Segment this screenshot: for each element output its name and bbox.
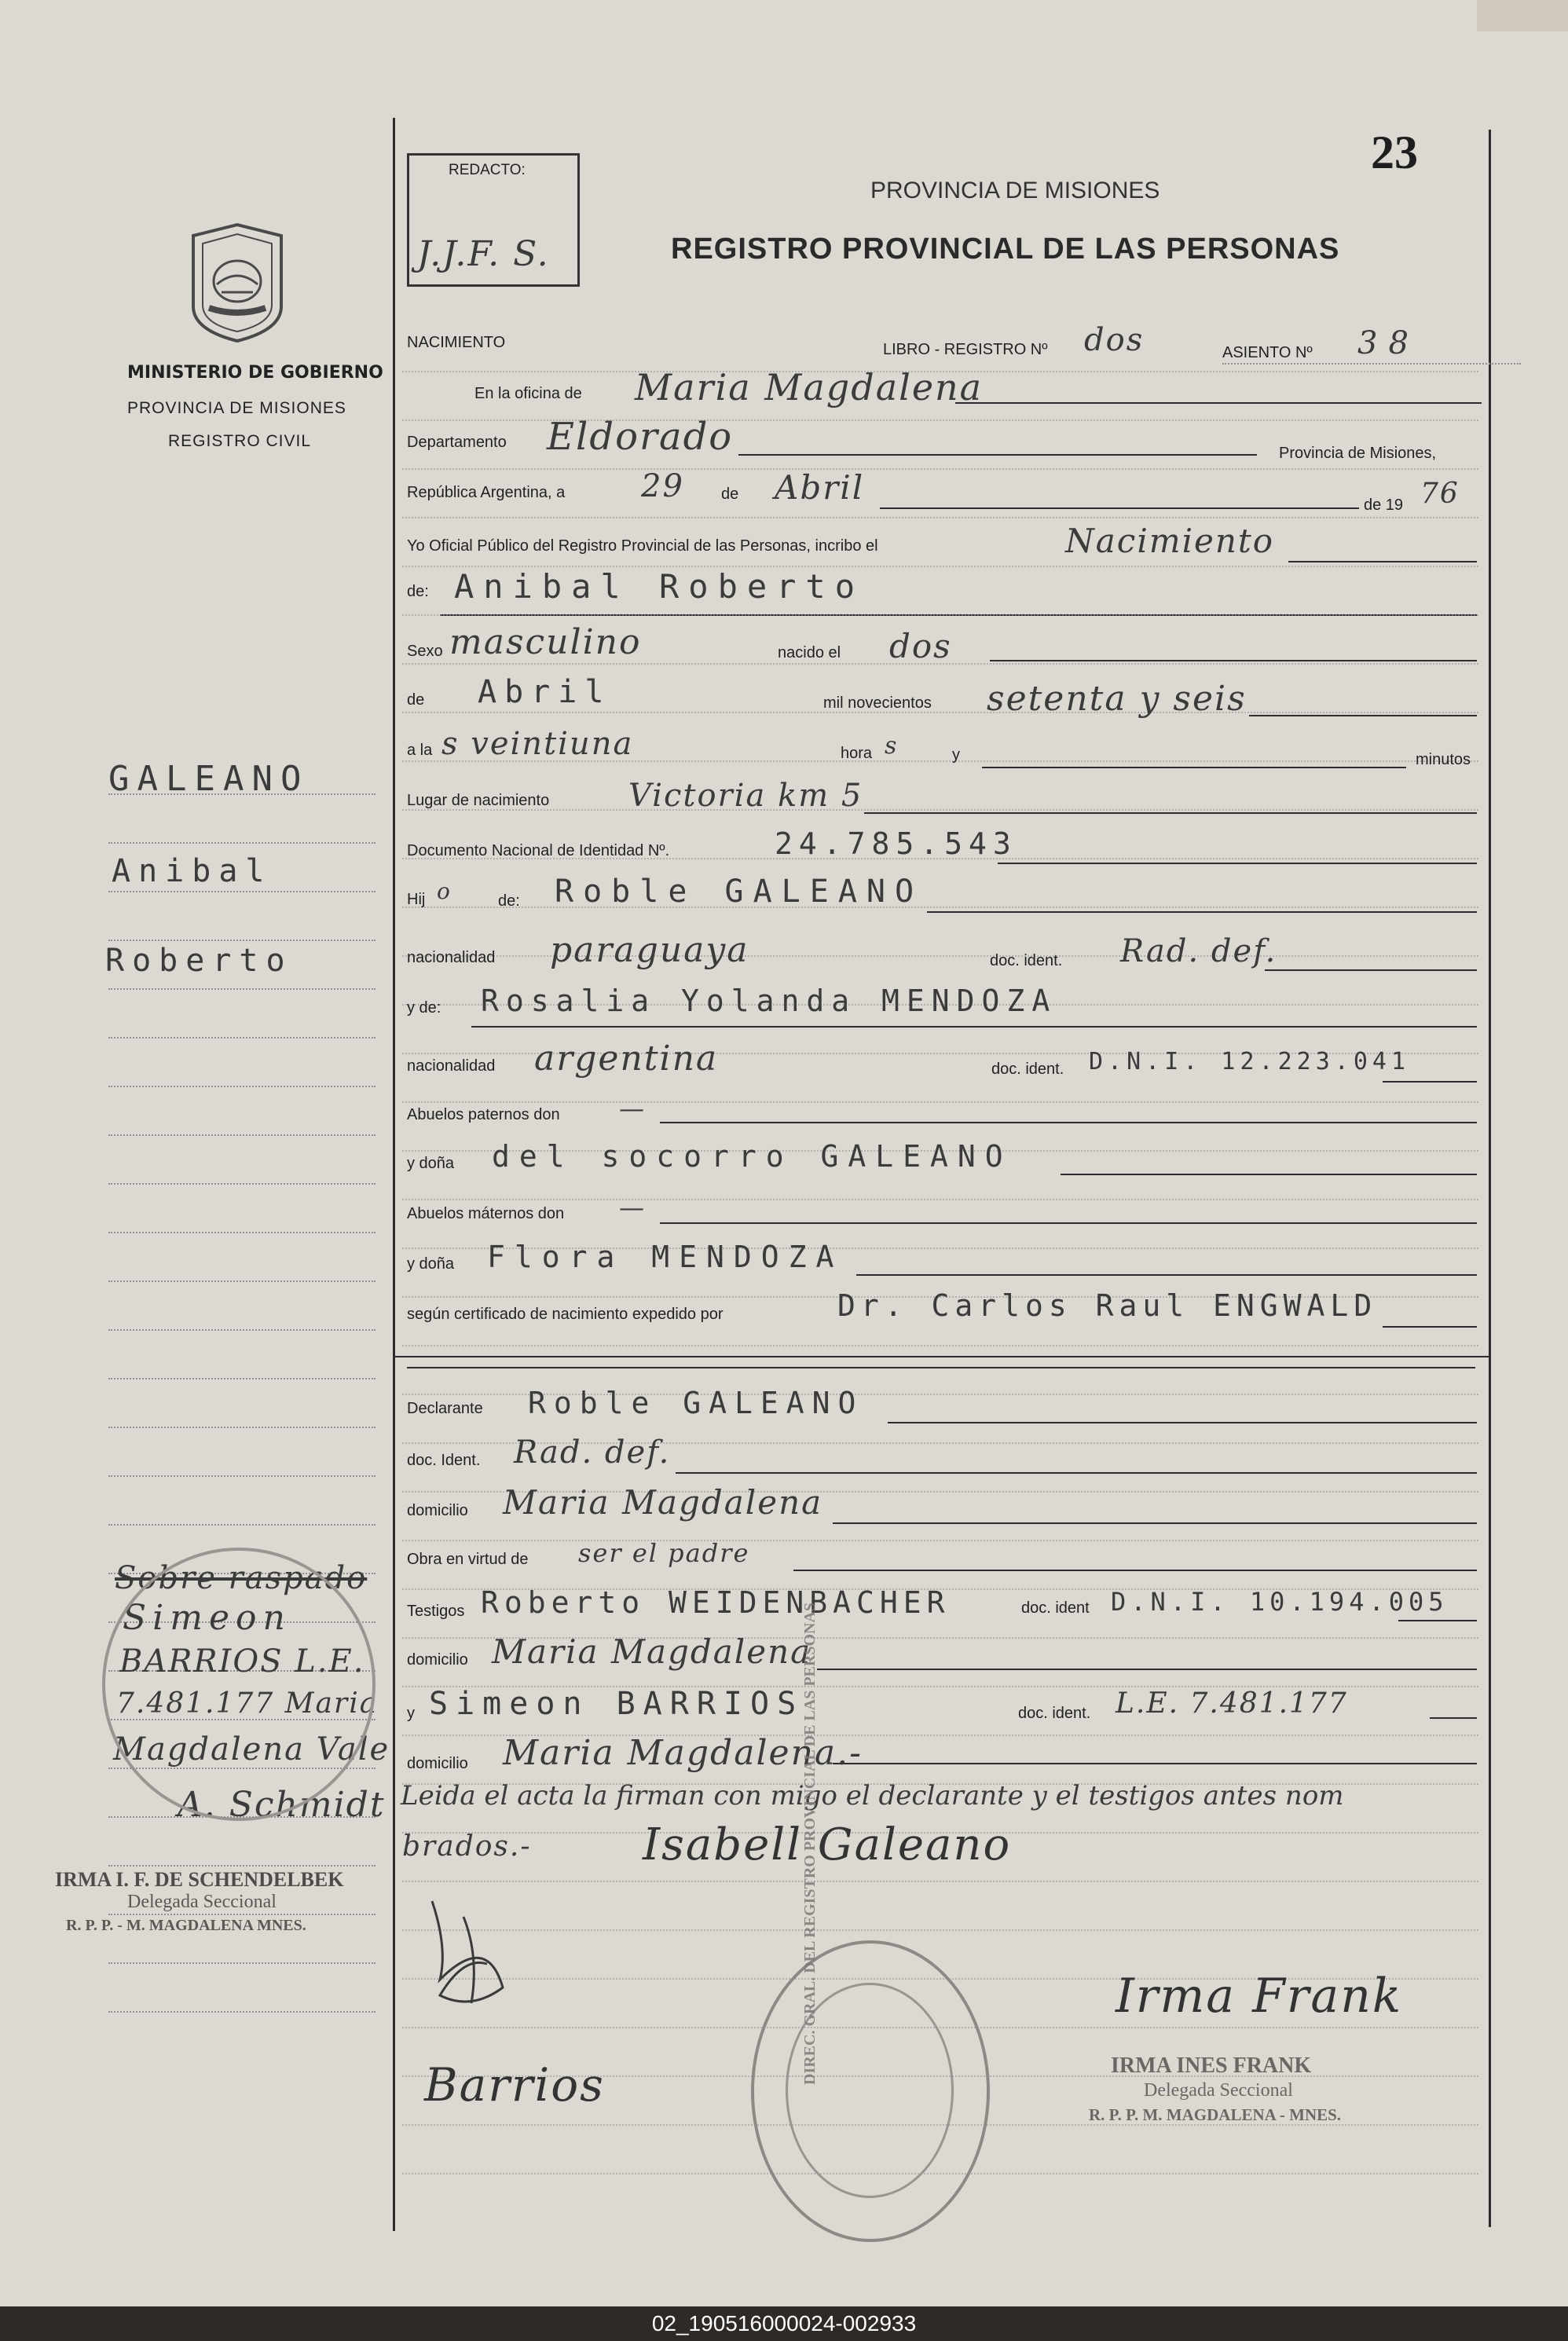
oficina-value: Maria Magdalena [635, 366, 984, 408]
form-dotted-rule [402, 1929, 1478, 1931]
de-label: de [721, 485, 739, 503]
lugar-label: Lugar de nacimiento [407, 792, 550, 809]
provincia-suffix: Provincia de Misiones, [1279, 445, 1437, 462]
oficina-label: En la oficina de [474, 385, 582, 402]
nacido-label: nacido el [778, 644, 841, 661]
testigo2-doc: L.E. 7.481.177 [1116, 1687, 1348, 1720]
right-signature: Irma Frank [1116, 1969, 1403, 2024]
margin-rule [108, 1183, 376, 1185]
y-dona-label-1: y doña [407, 1155, 455, 1172]
closing-line-1: Leida el acta la firman con migo el declarante y el testigos antes nom [401, 1780, 1344, 1812]
alas-label: a la [407, 742, 433, 759]
y2-label: y [407, 1705, 415, 1722]
form-rule [833, 1522, 1477, 1524]
form-rule [817, 1669, 1477, 1670]
margin-rule [108, 1865, 376, 1867]
form-rule [660, 1222, 1477, 1224]
form-rule [1430, 1717, 1477, 1719]
departamento-label: Departamento [407, 434, 507, 451]
libro-label: LIBRO - REGISTRO Nº [883, 341, 1048, 358]
hijo-label [407, 891, 425, 909]
form-rule [833, 1763, 1477, 1764]
doc-ident-label-1: doc. ident. [990, 952, 1063, 969]
margin-note-line-2: Simeon [123, 1598, 291, 1638]
abuelo-pat-value: — [619, 1094, 646, 1123]
form-rule [888, 1422, 1477, 1423]
name-value: Anibal Roberto [454, 567, 865, 606]
asiento-value: 38 [1357, 325, 1420, 361]
mes2-value: Abril [478, 674, 612, 710]
de2-label: de [407, 691, 425, 709]
declarante-value: Roble GALEANO [528, 1386, 864, 1420]
margin-rule [108, 842, 376, 844]
margin-note-line-5: Magdalena Vale [113, 1731, 390, 1768]
margin-rule [108, 1427, 376, 1428]
departamento-value: Eldorado [547, 415, 734, 459]
abuela-pat-value: del socorro GALEANO [492, 1139, 1013, 1174]
padre-value: Roble GALEANO [555, 874, 924, 910]
form-rule [1222, 363, 1521, 365]
form-rule [955, 402, 1482, 404]
mil-label: mil novecientos [823, 694, 932, 712]
bottom-left-signature: Barrios [424, 2058, 605, 2112]
signature-scribble-icon [393, 1885, 550, 2027]
madre-value: Rosalia Yolanda MENDOZA [481, 984, 1057, 1018]
page-number: 23 [1371, 126, 1418, 178]
doc-padre-value: Rad. def. [1120, 933, 1277, 969]
y-dona-label-2: y doña [407, 1255, 455, 1273]
form-dotted-rule [402, 1345, 1478, 1346]
year-value: 76 [1420, 478, 1460, 510]
de-year-label: de 19 [1364, 496, 1404, 514]
domicilio-t2-value: Maria Magdalena.- [503, 1733, 863, 1773]
margin-rule [108, 1134, 376, 1136]
form-rule [407, 1367, 1475, 1368]
hora-label: hora [841, 745, 873, 762]
form-rule [1383, 1081, 1477, 1083]
form-rule [738, 454, 1257, 456]
hijo-de-label: de: [498, 892, 520, 910]
nacionalidad-label-1: nacionalidad [407, 949, 496, 966]
margin-note-signature: A. Schmidt [178, 1785, 386, 1825]
form-dotted-rule [402, 809, 1478, 811]
lugar-value: Victoria km 5 [628, 778, 863, 814]
form-dotted-rule [402, 712, 1478, 713]
left-header-ministry: MINISTERIO DE GOBIERNO [127, 363, 383, 383]
testigo2-value: Simeon BARRIOS [429, 1686, 804, 1722]
form-dotted-rule [402, 1540, 1478, 1541]
obra-value: ser el padre [578, 1538, 750, 1568]
margin-rule [108, 988, 376, 990]
doc-madre-value: D.N.I. 12.223.041 [1089, 1048, 1411, 1075]
footer-id: 02_190516000024-002933 [651, 2311, 917, 2336]
y-de-label: y de: [407, 999, 441, 1017]
paper-edge [1477, 0, 1568, 31]
footer-bar [0, 2306, 1568, 2341]
form-rule [998, 863, 1477, 864]
margin-surname: GALEANO [108, 759, 310, 799]
inscribo-value: Nacimiento [1065, 522, 1275, 560]
hora-value: s [885, 732, 899, 760]
margin-rule [108, 1524, 376, 1526]
left-header-province: PROVINCIA DE MISIONES [127, 399, 346, 417]
stamp-right-title: Delegada Seccional [1144, 2080, 1293, 2101]
form-rule [676, 1472, 1477, 1474]
libro-value: dos [1084, 322, 1145, 358]
form-rule [864, 812, 1477, 814]
form-rule [1383, 1326, 1477, 1328]
margin-name-2: Roberto [105, 943, 293, 979]
round-seal-text: DIREC. GRAL. DEL REGISTRO PROVINCIAL DE LAS PERSONAS [801, 1602, 819, 2085]
margin-rule [108, 1280, 376, 1282]
mes-value: Abril [775, 468, 865, 507]
republica-label: República Argentina, a [407, 484, 566, 501]
margin-note-line-1: Sobre raspado [115, 1560, 368, 1596]
testigo1-doc: D.N.I. 10.194.005 [1111, 1587, 1449, 1617]
nacido-value: dos [889, 627, 952, 665]
doc-decl-value: Rad. def. [514, 1434, 671, 1471]
form-rule [990, 660, 1477, 661]
form-dotted-rule [402, 614, 1478, 616]
domicilio-t1-value: Maria Magdalena [492, 1632, 812, 1671]
abuelos-mat-label: Abuelos máternos don [407, 1205, 565, 1222]
redacto-label: REDACTO: [449, 162, 526, 178]
oficial-text: Yo Oficial Público del Registro Provincial de las Personas, incribo el [407, 537, 878, 555]
margin-rule [108, 1378, 376, 1379]
margin-note-line-3: BARRIOS L.E. [119, 1643, 365, 1680]
declarante-signature: Isabell Galeano [643, 1819, 1012, 1870]
margin-rule [108, 1914, 376, 1915]
form-rule [856, 1274, 1477, 1276]
form-rule [1288, 561, 1477, 562]
form-rule [1249, 715, 1477, 716]
form-rule [1061, 1174, 1477, 1175]
form-dotted-rule [402, 1199, 1478, 1200]
nacimiento-label: NACIMIENTO [407, 334, 506, 351]
form-rule [793, 1570, 1477, 1571]
domicilio-label-3: domicilio [407, 1755, 468, 1772]
dia-value: 29 [641, 468, 684, 504]
doc-ident-label-2: doc. ident. [991, 1061, 1064, 1078]
margin-rule [108, 2011, 376, 2013]
de-name-label: de: [407, 583, 429, 600]
form-rule [1398, 1620, 1477, 1621]
margin-rule [108, 1962, 376, 1964]
abuelo-mat-value: — [619, 1192, 646, 1222]
round-seal-center [751, 1940, 990, 2242]
margin-note-line-4: 7.481.177 Maria [116, 1687, 379, 1720]
y-label: y [952, 746, 960, 764]
margin-rule [108, 1232, 376, 1233]
form-dotted-rule [402, 1101, 1478, 1103]
doc-ident3-label: doc. ident [1021, 1599, 1090, 1617]
asiento-label: ASIENTO Nº [1222, 344, 1313, 361]
testigo1-value: Roberto WEIDENBACHER [481, 1585, 951, 1620]
stamp-left-office: R. P. P. - M. MAGDALENA MNES. [66, 1917, 306, 1934]
declarante-label: Declarante [407, 1400, 483, 1417]
provincial-seal-icon [185, 220, 289, 346]
header-province: PROVINCIA DE MISIONES [870, 178, 1160, 203]
minutos-label: minutos [1416, 751, 1471, 768]
certificado-value: Dr. Carlos Raul ENGWALD [837, 1288, 1378, 1323]
left-header-registry: REGISTRO CIVIL [168, 432, 312, 450]
alas-value: s veintiuna [441, 726, 634, 762]
stamp-right-name: IRMA INES FRANK [1111, 2053, 1312, 2078]
form-dotted-rule [402, 468, 1478, 470]
margin-rule [108, 891, 376, 892]
margin-name-1: Anibal [112, 853, 273, 889]
stamp-right-office: R. P. P. M. MAGDALENA - MNES. [1089, 2105, 1342, 2124]
form-rule [880, 507, 1359, 509]
obra-label: Obra en virtud de [407, 1551, 529, 1568]
redacto-value: J.J.F. S. [417, 234, 550, 274]
margin-rule [108, 1086, 376, 1087]
nac-madre-value: argentina [534, 1039, 719, 1079]
section-divider [393, 1356, 1491, 1357]
dni-value: 24.785.543 [775, 826, 1017, 861]
domicilio-label-2: domicilio [407, 1651, 468, 1669]
stamp-left-name: IRMA I. F. DE SCHENDELBEK [55, 1868, 344, 1891]
sexo-value: masculino [449, 622, 642, 662]
round-stamp-left [102, 1548, 379, 1821]
doc-ident4-label: doc. ident. [1018, 1705, 1091, 1722]
abuelos-pat-label: Abuelos paternos don [407, 1106, 560, 1123]
form-rule [660, 1122, 1477, 1123]
domicilio-decl-value: Maria Magdalena [503, 1483, 823, 1522]
form-rule [927, 911, 1477, 913]
mil-value: setenta y seis [987, 679, 1247, 719]
certificado-label: según certificado de nacimiento expedido por [407, 1306, 724, 1323]
header-registry: REGISTRO PROVINCIAL DE LAS PERSONAS [671, 233, 1340, 266]
stamp-left-title: Delegada Seccional [127, 1892, 277, 1912]
nac-padre-value: paraguaya [550, 930, 749, 970]
domicilio-label-1: domicilio [407, 1502, 468, 1519]
form-dotted-rule [402, 1881, 1478, 1882]
closing-line-2: brados.- [402, 1830, 532, 1863]
margin-rule [108, 940, 376, 941]
form-dotted-rule [402, 517, 1478, 518]
margin-rule [108, 1329, 376, 1331]
hijo-prefix: Hij [407, 891, 426, 908]
redacto-box [407, 153, 580, 287]
right-border-line [1489, 130, 1491, 2227]
margin-rule [108, 1037, 376, 1039]
testigos-label: Testigos [407, 1603, 465, 1620]
hijo-suffix: o [437, 878, 452, 904]
form-rule [1265, 969, 1477, 971]
form-rule [982, 767, 1406, 768]
doc-ident2-label: doc. Ident. [407, 1452, 481, 1469]
dni-label: Documento Nacional de Identidad Nº. [407, 842, 670, 859]
nacionalidad-label-2: nacionalidad [407, 1057, 496, 1075]
sexo-label: Sexo [407, 643, 443, 660]
abuela-mat-value: Flora MENDOZA [487, 1240, 844, 1274]
form-rule [471, 1026, 1477, 1028]
margin-rule [108, 1475, 376, 1477]
